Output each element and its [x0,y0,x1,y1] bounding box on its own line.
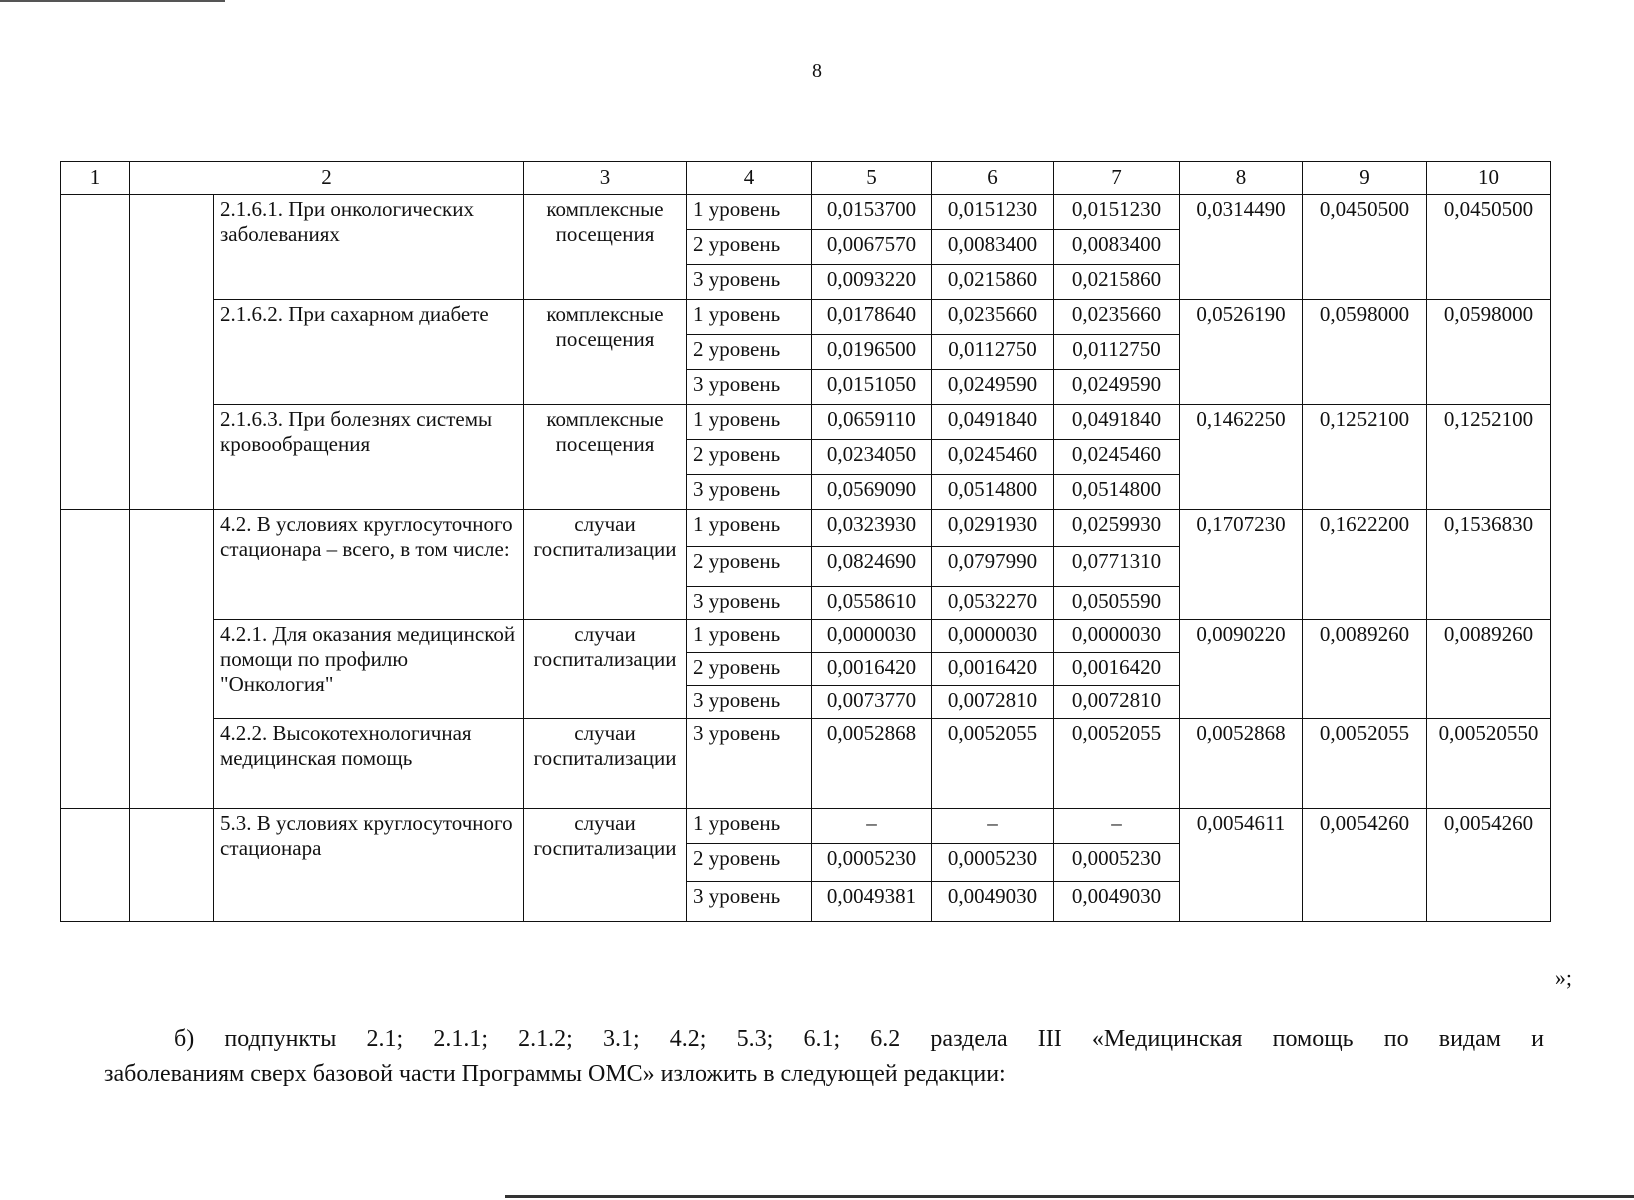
level-cell: 2 уровень [687,547,812,587]
value-col6: 0,0215860 [932,265,1054,300]
value-col6: 0,0016420 [932,653,1054,686]
value-col7: 0,0072810 [1054,686,1180,719]
column-2a-cell [130,195,214,510]
value-col7: 0,0235660 [1054,300,1180,335]
value-col6: 0,0797990 [932,547,1054,587]
header-cell: 2 [130,162,524,195]
level-cell: 2 уровень [687,440,812,475]
column-1-cell [61,510,130,809]
value-col7: 0,0505590 [1054,587,1180,620]
level-cell: 2 уровень [687,653,812,686]
section-label: 4.2.1. Для оказания медицинской помощи по профилю "Онкология" [214,620,524,719]
value-col6: 0,0083400 [932,230,1054,265]
value-col7: 0,0771310 [1054,547,1180,587]
level-cell: 3 уровень [687,265,812,300]
total-col10: 0,0450500 [1427,195,1551,300]
header-row [61,162,1551,195]
page-number: 8 [812,60,822,82]
total-col9: 0,0052055 [1303,719,1427,809]
total-col10: 0,00520550 [1427,719,1551,809]
value-col6: 0,0291930 [932,510,1054,547]
total-col9: 0,1622200 [1303,510,1427,620]
column-1-cell [61,195,130,510]
unit-type: случаи госпитализации [524,510,687,620]
header-cell: 10 [1427,162,1551,195]
value-col6: 0,0151230 [932,195,1054,230]
value-col5: 0,0824690 [812,547,932,587]
level-cell: 2 уровень [687,844,812,882]
value-col5: 0,0153700 [812,195,932,230]
level-cell: 1 уровень [687,620,812,653]
value-col7: 0,0052055 [1054,719,1180,809]
value-col7: 0,0016420 [1054,653,1180,686]
value-col5: 0,0052868 [812,719,932,809]
total-col10: 0,1536830 [1427,510,1551,620]
value-col5: 0,0016420 [812,653,932,686]
value-col5: 0,0049381 [812,882,932,922]
value-col5: 0,0558610 [812,587,932,620]
value-col5: 0,0659110 [812,405,932,440]
total-col9: 0,0089260 [1303,620,1427,719]
value-col6: – [932,809,1054,844]
level-cell: 3 уровень [687,719,812,809]
column-2a-cell [130,510,214,809]
value-col7: 0,0005230 [1054,844,1180,882]
total-col9: 0,1252100 [1303,405,1427,510]
table-row [61,405,1551,440]
value-col7: 0,0514800 [1054,475,1180,510]
value-col6: 0,0005230 [932,844,1054,882]
volume-table [60,161,1551,922]
table-row [61,809,1551,844]
section-label: 4.2.2. Высокотехнологичная медицинская помощь [214,719,524,809]
total-col9: 0,0054260 [1303,809,1427,922]
total-col8: 0,0090220 [1180,620,1303,719]
total-col10: 0,0089260 [1427,620,1551,719]
paragraph-line: заболеваниям сверх базовой части Программы ОМС» изложить в следующей редакции: [104,1061,1006,1087]
level-cell: 3 уровень [687,882,812,922]
value-col6: 0,0052055 [932,719,1054,809]
closing-quote: »; [1554,965,1572,990]
section-label: 4.2. В условиях круглосуточного стационара – всего, в том числе: [214,510,524,620]
table-row [61,510,1551,547]
total-col8: 0,0052868 [1180,719,1303,809]
value-col5: 0,0151050 [812,370,932,405]
level-cell: 1 уровень [687,300,812,335]
header-cell: 7 [1054,162,1180,195]
value-col5: 0,0569090 [812,475,932,510]
header-cell: 5 [812,162,932,195]
total-col8: 0,1462250 [1180,405,1303,510]
level-cell: 1 уровень [687,405,812,440]
value-col7: 0,0491840 [1054,405,1180,440]
total-col9: 0,0598000 [1303,300,1427,405]
level-cell: 3 уровень [687,370,812,405]
level-cell: 2 уровень [687,335,812,370]
total-col10: 0,1252100 [1427,405,1551,510]
unit-type: случаи госпитализации [524,719,687,809]
level-cell: 1 уровень [687,510,812,547]
amendment-paragraph [104,1022,1544,1092]
table-row [61,719,1551,809]
value-col5: 0,0093220 [812,265,932,300]
level-cell: 1 уровень [687,195,812,230]
value-col6: 0,0249590 [932,370,1054,405]
level-cell: 3 уровень [687,475,812,510]
value-col6: 0,0000030 [932,620,1054,653]
value-col7: 0,0215860 [1054,265,1180,300]
header-cell: 6 [932,162,1054,195]
value-col5: 0,0196500 [812,335,932,370]
unit-type: комплексные посещения [524,405,687,510]
value-col5: 0,0067570 [812,230,932,265]
paragraph-line: б) подпункты 2.1; 2.1.1; 2.1.2; 3.1; 4.2; 5.3; 6.1; 6.2 раздела III «Медицинская помощь по видам и [174,1026,1544,1052]
level-cell: 1 уровень [687,809,812,844]
value-col5: 0,0073770 [812,686,932,719]
value-col5: 0,0323930 [812,510,932,547]
column-2a-cell [130,809,214,922]
value-col6: 0,0235660 [932,300,1054,335]
total-col10: 0,0598000 [1427,300,1551,405]
table-row [61,620,1551,653]
header-cell: 3 [524,162,687,195]
table-row [61,300,1551,335]
value-col6: 0,0072810 [932,686,1054,719]
value-col7: 0,0112750 [1054,335,1180,370]
level-cell: 3 уровень [687,587,812,620]
value-col7: 0,0259930 [1054,510,1180,547]
value-col6: 0,0245460 [932,440,1054,475]
value-col5: – [812,809,932,844]
unit-type: комплексные посещения [524,195,687,300]
value-col5: 0,0005230 [812,844,932,882]
top-rule [0,0,225,2]
header-cell: 9 [1303,162,1427,195]
total-col8: 0,1707230 [1180,510,1303,620]
value-col5: 0,0234050 [812,440,932,475]
value-col6: 0,0491840 [932,405,1054,440]
unit-type: комплексные посещения [524,300,687,405]
value-col6: 0,0112750 [932,335,1054,370]
header-cell: 1 [61,162,130,195]
table-body [61,195,1551,922]
unit-type: случаи госпитализации [524,620,687,719]
unit-type: случаи госпитализации [524,809,687,922]
value-col7: 0,0083400 [1054,230,1180,265]
table-row [61,195,1551,230]
value-col7: 0,0151230 [1054,195,1180,230]
total-col8: 0,0314490 [1180,195,1303,300]
header-cell: 4 [687,162,812,195]
value-col7: – [1054,809,1180,844]
value-col6: 0,0049030 [932,882,1054,922]
header-cell: 8 [1180,162,1303,195]
total-col8: 0,0526190 [1180,300,1303,405]
value-col7: 0,0249590 [1054,370,1180,405]
section-label: 2.1.6.1. При онкологических заболеваниях [214,195,524,300]
total-col8: 0,0054611 [1180,809,1303,922]
value-col7: 0,0000030 [1054,620,1180,653]
table-container [60,161,1551,922]
value-col5: 0,0178640 [812,300,932,335]
value-col7: 0,0245460 [1054,440,1180,475]
value-col5: 0,0000030 [812,620,932,653]
column-1-cell [61,809,130,922]
level-cell: 3 уровень [687,686,812,719]
total-col10: 0,0054260 [1427,809,1551,922]
value-col6: 0,0514800 [932,475,1054,510]
level-cell: 2 уровень [687,230,812,265]
section-label: 2.1.6.2. При сахарном диабете [214,300,524,405]
section-label: 5.3. В условиях круглосуточного стационара [214,809,524,922]
section-label: 2.1.6.3. При болезнях системы кровообращения [214,405,524,510]
bottom-rule [505,1195,1634,1198]
total-col9: 0,0450500 [1303,195,1427,300]
value-col7: 0,0049030 [1054,882,1180,922]
value-col6: 0,0532270 [932,587,1054,620]
